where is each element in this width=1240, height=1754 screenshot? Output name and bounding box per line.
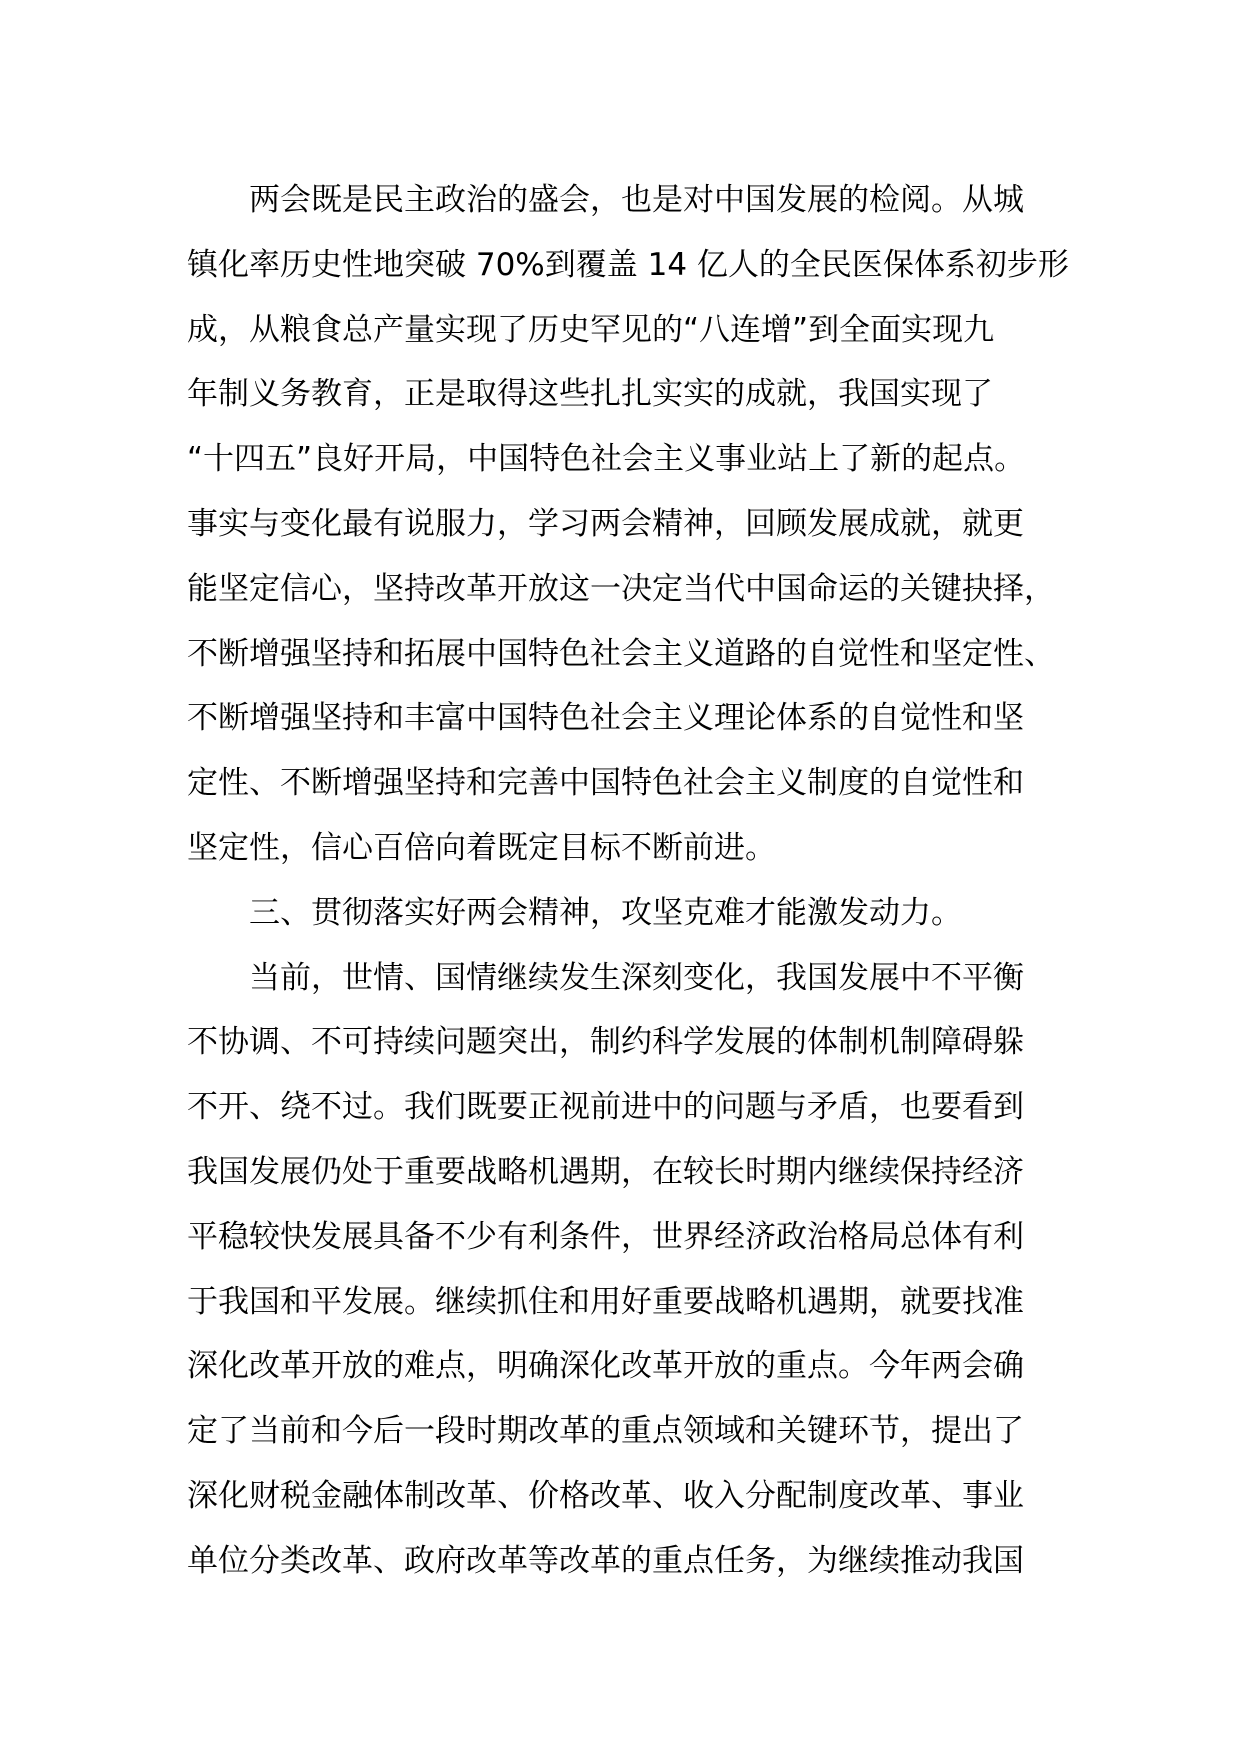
text-line: 坚定性，信心百倍向着既定目标不断前进。 xyxy=(187,829,776,866)
text-line: 事实与变化最有说服力，学习两会精神，回顾发展成就，就更 xyxy=(187,505,1024,542)
text-line: 我国发展仍处于重要战略机遇期，在较长时期内继续保持经济 xyxy=(187,1153,1024,1190)
text-line: 年制义务教育，正是取得这些扎扎实实的成就，我国实现了 xyxy=(187,376,993,413)
text-line: 不断增强坚持和拓展中国特色社会主义道路的自觉性和坚定性、 xyxy=(187,635,1055,672)
text-line: 深化改革开放的难点，明确深化改革开放的重点。今年两会确 xyxy=(187,1348,1024,1385)
text-line: “十四五”良好开局，中国特色社会主义事业站上了新的起点。 xyxy=(187,441,1026,478)
text-line: 不断增强坚持和丰富中国特色社会主义理论体系的自觉性和坚 xyxy=(187,700,1024,737)
text-line: 两会既是民主政治的盛会，也是对中国发展的检阅。从城 xyxy=(249,182,1024,218)
section-heading: 三、贯彻落实好两会精神，攻坚克难才能激发动力。 xyxy=(249,894,962,931)
text-line: 不开、绕不过。我们既要正视前进中的问题与矛盾，也要看到 xyxy=(187,1089,1024,1126)
text-line: 定了当前和今后一段时期改革的重点领域和关键环节，提出了 xyxy=(187,1413,1024,1450)
text-line: 能坚定信心，坚持改革开放这一决定当代中国命运的关键抉择， xyxy=(187,570,1055,607)
text-line: 深化财税金融体制改革、价格改革、收入分配制度改革、事业 xyxy=(187,1477,1024,1514)
text-line: 定性、不断增强坚持和完善中国特色社会主义制度的自觉性和 xyxy=(187,765,1024,802)
text-line: 平稳较快发展具备不少有利条件，世界经济政治格局总体有利 xyxy=(187,1218,1024,1255)
text-line: 不协调、不可持续问题突出，制约科学发展的体制机制障碍躲 xyxy=(187,1024,1024,1061)
text-line: 于我国和平发展。继续抓住和用好重要战略机遇期，就要找准 xyxy=(187,1283,1024,1320)
text-line: 当前，世情、国情继续发生深刻变化，我国发展中不平衡 xyxy=(249,959,1024,996)
document-body xyxy=(187,168,1077,1594)
text-line: 单位分类改革、政府改革等改革的重点任务，为继续推动我国 xyxy=(187,1542,1024,1579)
text-line: 镇化率历史性地突破 70%到覆盖 14 亿人的全民医保体系初步形 xyxy=(187,246,1069,283)
text-line: 成，从粮食总产量实现了历史罕见的“八连增”到全面实现九 xyxy=(187,311,995,348)
